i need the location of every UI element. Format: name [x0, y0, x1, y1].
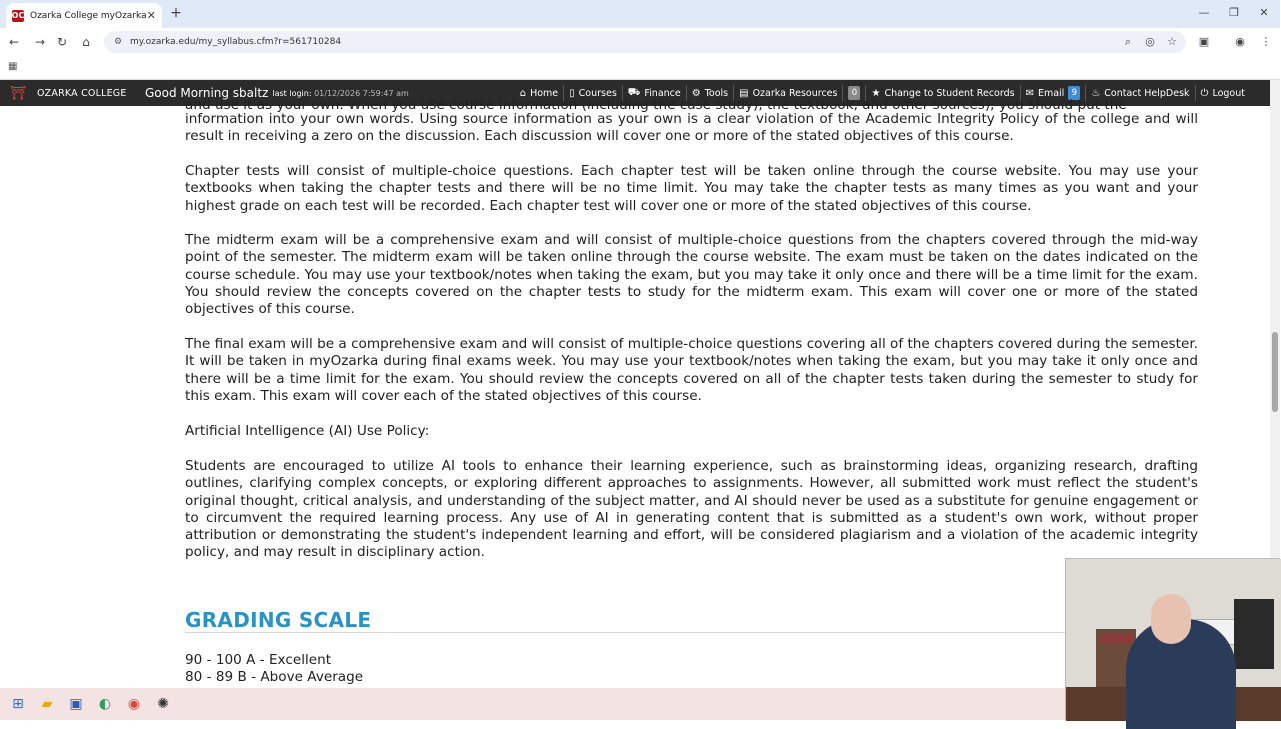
tab-title: Ozarka College myOzarka	[30, 10, 147, 21]
menu-icon[interactable]: ⋮	[1260, 35, 1272, 48]
sidepanel-icon[interactable]: ▣	[1198, 35, 1210, 48]
webcam-overlay	[1065, 558, 1280, 720]
nav-finance-label: Finance	[644, 87, 681, 99]
scroll-thumb[interactable]	[1272, 332, 1278, 412]
close-window-icon[interactable]: ✕	[1259, 6, 1269, 19]
address-url: my.ozarka.edu/my_syllabus.cfm?r=561710284	[130, 37, 342, 47]
college-logo-icon[interactable]: ⛩	[9, 85, 27, 101]
forward-arrow-icon[interactable]: →	[34, 35, 46, 49]
nav-helpdesk-label: Contact HelpDesk	[1104, 87, 1190, 99]
college-favicon-icon: OC	[11, 11, 25, 20]
profile-icon[interactable]: ◉	[1235, 35, 1245, 48]
cart-icon: ⛟	[627, 86, 641, 98]
tab-close-icon[interactable]: ✕	[146, 9, 156, 22]
browser-tab[interactable]	[6, 3, 162, 28]
zoom-icon[interactable]: ⌕	[1124, 35, 1132, 48]
calendar-icon: ▤	[739, 87, 749, 99]
home-icon: ⌂	[519, 87, 527, 99]
apps-grid-icon[interactable]: ▦	[8, 61, 18, 72]
email-count-badge: 9	[1068, 86, 1080, 100]
cutoff-text-line: and use it as your own. When you use course information (including the case study), the textbook, and other sources), you should put the	[185, 97, 1127, 113]
recorder-app-icon[interactable]: ✺	[157, 696, 169, 712]
last-login-value: 01/12/2026 7:59:47 am	[314, 88, 409, 98]
webcam-tray	[1234, 599, 1274, 669]
chrome-browser-icon[interactable]: ◉	[127, 696, 141, 712]
webcam-head	[1151, 594, 1191, 644]
webcam-books	[1099, 633, 1133, 643]
nav-logout[interactable]	[1195, 85, 1250, 101]
eye-slash-icon[interactable]: ◎	[1145, 35, 1155, 48]
greeting-text: Good Morning sbaltz	[145, 86, 269, 100]
new-tab-button[interactable]: +	[170, 5, 182, 21]
site-info-icon[interactable]: ⚙	[114, 37, 123, 47]
fire-icon: ♨	[1091, 87, 1101, 99]
grade-row: 80 - 89 B - Above Average	[185, 669, 364, 685]
file-explorer-icon[interactable]: ▰	[41, 696, 53, 712]
nav-tools-label: Tools	[704, 87, 729, 99]
home-icon[interactable]: ⌂	[82, 35, 90, 49]
grade-row: 90 - 100 A - Excellent	[185, 652, 332, 668]
reload-icon[interactable]: ↻	[56, 35, 68, 49]
grading-scale-title: GRADING SCALE	[185, 608, 372, 632]
store-icon[interactable]: ▣	[69, 696, 83, 712]
syllabus-content	[185, 97, 1198, 688]
last-login-label: last login:	[272, 88, 312, 98]
nav-student-records-label: Change to Student Records	[884, 87, 1015, 99]
nav-home-label: Home	[530, 87, 559, 99]
chapter-tests-paragraph: Chapter tests will consist of multiple-choice questions. Each chapter test will be taken online through the course website. You may use your textbooks when taking the chapter tests and there will be no time limit. You may take the chapter tests as many times as you want and your highest grade on each test will be recorded. Each chapter test will cover one or more of the stated objectives of this course.	[185, 163, 1198, 214]
restore-icon[interactable]: ❐	[1229, 6, 1239, 19]
back-arrow-icon[interactable]: ←	[8, 35, 20, 49]
edge-browser-icon[interactable]: ◐	[98, 696, 112, 712]
brand-name[interactable]: OZARKA COLLEGE	[37, 87, 127, 99]
nav-email-label: Email	[1037, 87, 1065, 99]
resources-count-badge: 0	[848, 86, 860, 100]
star-icon: ★	[871, 87, 881, 99]
nav-logout-label: Logout	[1212, 87, 1245, 99]
grading-divider	[185, 632, 1065, 633]
book-icon: ▯	[569, 87, 575, 99]
windows-start-icon[interactable]: ⊞	[12, 696, 24, 712]
browser-toolbar	[0, 28, 1280, 56]
bookmarks-bar	[0, 56, 1280, 80]
nav-resources-label: Ozarka Resources	[752, 87, 838, 99]
power-icon: ⏻	[1200, 87, 1209, 99]
midterm-paragraph: The midterm exam will be a comprehensive exam and will consist of multiple-choice questions from the chapters covered through the mid-way point of the semester. The midterm exam will be taken online through the course website. The exam must be taken on the dates indicated on the course schedule. You may use your textbook/notes when taking the exam, but you may take it only once and there will be a time limit for the exam. You should review the concepts covered on the chapter tests to study for the midterm exam. This exam will cover one or more of the stated objectives of this course.	[185, 232, 1198, 318]
windows-taskbar	[0, 688, 1065, 720]
minimize-icon[interactable]: —	[1198, 6, 1210, 19]
final-exam-paragraph: The final exam will be a comprehensive exam and will consist of multiple-choice questions covering all of the chapters covered during the semester. It will be taken in myOzarka during final exams week. You may use your textbook/notes when taking the exam, but you may take it only once and there will be a time limit for the exam. You should review the concepts covered on all of the chapter tests taken during the semester to study for this exam. This exam will cover each of the stated objectives of this course.	[185, 336, 1198, 404]
gear-icon: ⚙	[691, 87, 701, 99]
address-bar[interactable]	[104, 31, 1186, 53]
discussion-paragraph: information into your own words. Using source information as your own is a clear violation of the Academic Integrity Policy of the college and will result in receiving a zero on the discussion. Each discussion will cover one or more of the stated objectives of this course.	[185, 111, 1198, 145]
ai-policy-paragraph: Students are encouraged to utilize AI tools to enhance their learning experience, such as brainstorming ideas, organizing research, drafting outlines, clarifying complex concepts, or exploring different approaches to assignments. However, all submitted work must reflect the student's original thought, critical analysis, and understanding of the subject matter, and AI should never be used as a substitute for genuine engagement or to circumvent the required learning process. Any use of AI in generating content that is submitted as a student's own work, without proper attribution or demonstrating the student's independent learning and effort, will be considered plagiarism and a violation of the academic integrity policy, and may result in disciplinary action.	[185, 458, 1198, 561]
ai-policy-heading: Artificial Intelligence (AI) Use Policy:	[185, 423, 430, 439]
browser-tab-strip	[0, 0, 1280, 28]
envelope-icon: ✉	[1025, 87, 1034, 99]
star-icon[interactable]: ☆	[1167, 35, 1177, 48]
nav-courses-label: Courses	[578, 87, 617, 99]
